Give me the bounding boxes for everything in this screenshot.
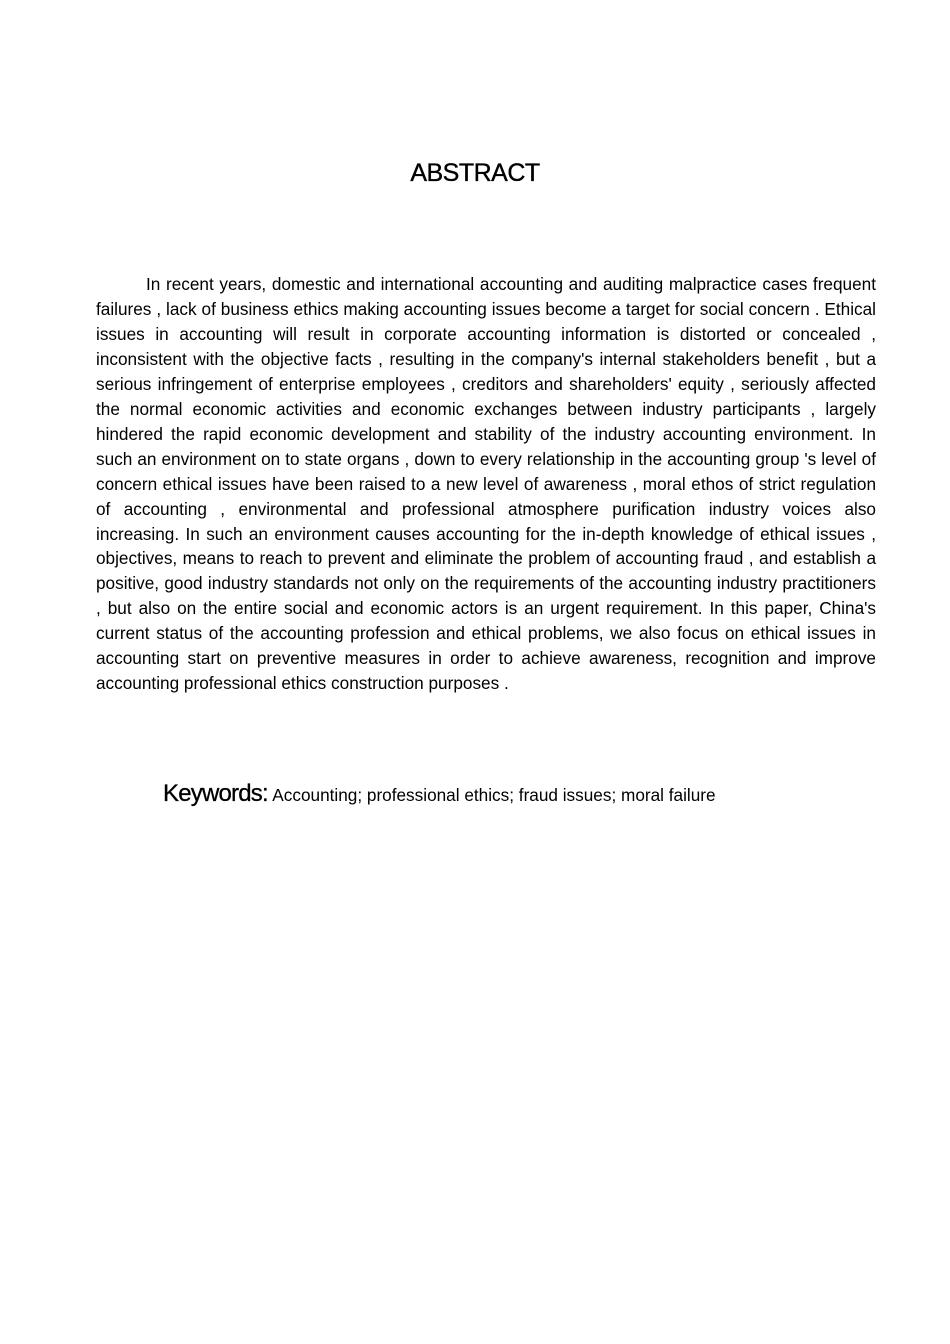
abstract-paragraph: In recent years, domestic and international accounting and auditing malpractice cases frequent failures , lack of business ethics making accounting issues become a target for social concern . Ethical issues in accounting will result in corporate accounting information is distorted or concealed , inconsistent with the objective facts , resulting in the company's internal stakeholders benefit , but a serious infringement of enterprise employees , creditors and shareholders' equity , seriously affected the normal economic activities and economic exchanges between industry participants , largely hindered the rapid economic development and stability of the industry accounting environment. In such an environment on to state organs , down to every relationship in the accounting group 's level of concern ethical issues have been raised to a new level of awareness , moral ethos of strict regulation of accounting , environmental and professional atmosphere purification industry voices also increasing. In such an environment causes accounting for the in-depth knowledge of ethical issues , objectives, means to reach to prevent and eliminate the problem of accounting fraud , and establish a positive, good industry standards not only on the requirements of the accounting industry practitioners , but also on the entire social and economic actors is an urgent requirement. In this paper, China's current status of the accounting profession and ethical problems, we also focus on ethical issues in accounting start on preventive measures in order to achieve awareness, recognition and improve accounting professional ethics construction purposes . <box>96 274 876 694</box>
keywords-line <box>163 780 903 808</box>
keywords-label: Keywords: <box>163 780 268 807</box>
keywords-list: Accounting; professional ethics; fraud issues; moral failure <box>272 785 716 805</box>
abstract-title: ABSTRACT <box>410 159 540 187</box>
